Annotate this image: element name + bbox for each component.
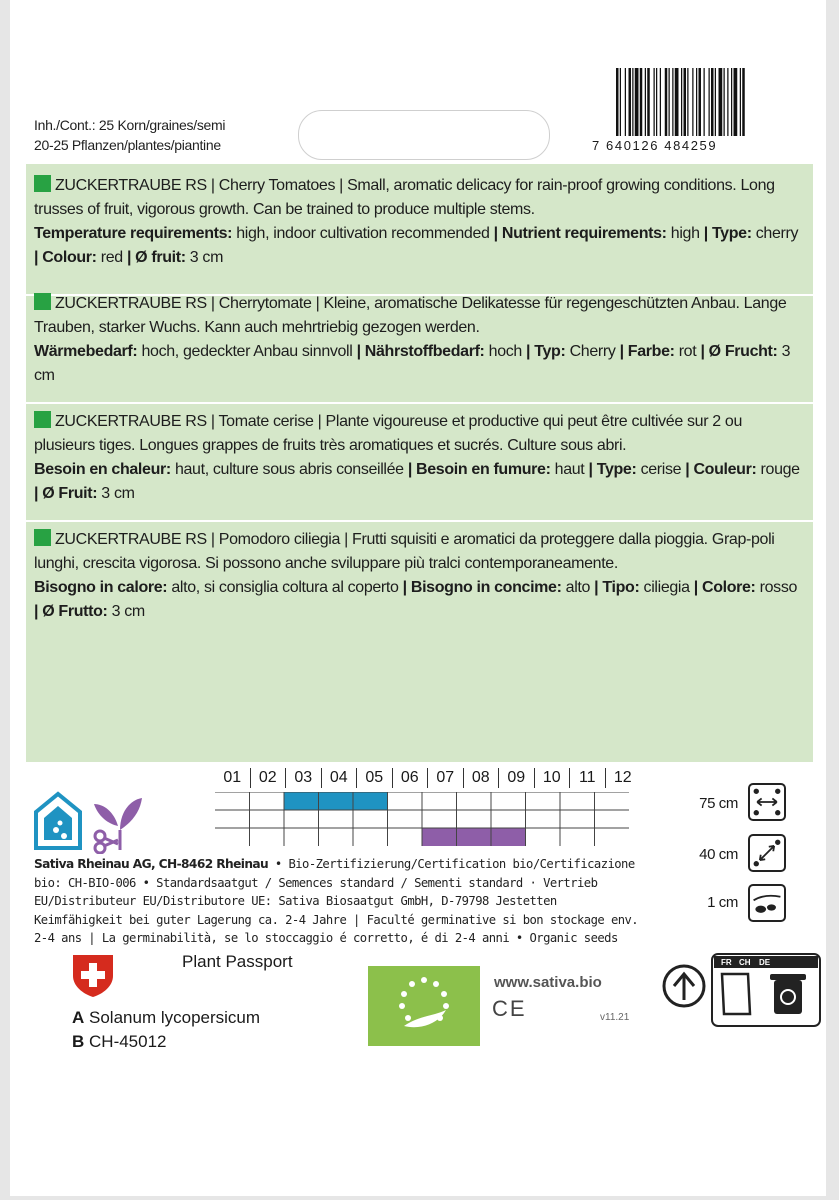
swiss-shield-icon — [70, 952, 116, 998]
recycling-icons — [662, 952, 822, 1032]
month-09: 09 — [498, 768, 534, 788]
detail-label: Besoin en chaleur: — [34, 461, 171, 478]
divider — [26, 520, 813, 522]
eu-organic-leaf-icon — [368, 966, 480, 1046]
month-12: 12 — [605, 768, 641, 788]
triman-icon — [664, 966, 704, 1006]
detail-value: 3 cm — [97, 485, 135, 502]
month-11: 11 — [569, 768, 605, 788]
month-08: 08 — [463, 768, 499, 788]
green-bullet-icon — [34, 175, 51, 192]
detail-value: 3 cm — [185, 249, 224, 266]
section-intro: ZUCKERTRAUBE RS | Cherry Tomatoes | Small, aromatic delicacy for rain-proof growing conditions. Long trusses of fruit, vigorous growth. Can be trained to produce multiple stems. — [34, 177, 775, 218]
section-french — [34, 410, 804, 506]
row-spacing-label: 75 cm — [699, 795, 738, 812]
plant-passport-title: Plant Passport — [182, 952, 293, 971]
month-02: 02 — [250, 768, 286, 788]
detail-value: hoch — [484, 343, 527, 360]
bin-icon — [774, 980, 802, 1014]
detail-value: haut, culture sous abris conseillée — [170, 461, 408, 478]
detail-label: Wärmebedarf: — [34, 343, 138, 360]
detail-label: | Nährstoffbedarf: — [356, 343, 485, 360]
green-bullet-icon — [34, 529, 51, 546]
detail-value: cerise — [636, 461, 686, 478]
description-panel — [26, 164, 813, 762]
section-details — [34, 343, 790, 384]
recycling-info — [662, 952, 822, 1037]
detail-value: hoch, gedeckter Anbau sinnvoll — [137, 343, 357, 360]
company-legal-text: • Bio-Zertifizierung/Certification bio/Certificazione bio: CH-BIO-006 • Standardsaatgut / Semences standard / Sementi standard · Vertrieb EU/Distributeur EU/Distributore UE: Sativa Biosaatgut GmbH, D-79798 Jestetten Keimfähigkeit bei guter Lagerung ca. 2-4 Jahre | Faculté germinative si bon stockage env. 2-4 ans | La germinabilità, se lo stoccaggio é corretto, é di 2-4 anni • Organic seeds — [34, 857, 639, 945]
harvest-scissors-icon — [90, 790, 146, 854]
section-details — [34, 225, 798, 266]
detail-label: | Colour: — [34, 249, 97, 266]
detail-label: | Type: — [588, 461, 637, 478]
sowing-depth-label: 1 cm — [707, 894, 738, 911]
harvest-bar-08 — [457, 828, 492, 846]
harvest-bar-09 — [491, 828, 526, 846]
detail-label: | Couleur: — [685, 461, 757, 478]
detail-value: rot — [674, 343, 701, 360]
version: v11.21 — [600, 1012, 630, 1023]
section-english — [34, 174, 804, 270]
detail-value: Cherry — [565, 343, 620, 360]
sowing-bar-03 — [284, 792, 319, 810]
cultivation-icons — [34, 790, 144, 859]
company-name: Sativa Rheinau AG, CH-8462 Rheinau — [34, 857, 269, 871]
detail-label: | Typ: — [526, 343, 566, 360]
detail-value: high — [666, 225, 704, 242]
detail-value: high, indoor cultivation recommended — [232, 225, 494, 242]
green-bullet-icon — [34, 293, 51, 310]
detail-label: | Ø Frutto: — [34, 603, 108, 620]
detail-value: alto, si consiglia coltura al coperto — [167, 579, 403, 596]
section-intro: ZUCKERTRAUBE RS | Pomodoro ciliegia | Frutti squisiti e aromatici da proteggere dalla pioggia. Grap-poli lunghi, crescita vigorosa. Si possono anche sviluppare più tralci contemporaneamente. — [34, 531, 775, 572]
cultivation-calendar — [215, 768, 640, 788]
detail-label: | Bisogno in concime: — [402, 579, 562, 596]
recycle-de: DE — [759, 958, 771, 967]
section-intro: ZUCKERTRAUBE RS | Tomate cerise | Plante vigoureuse et productive qui peut être cultivée sur 2 ou plusieurs tiges. Longues grappes de fruits très aromatiques et sucrés. Culture sous abri. — [34, 413, 743, 454]
hang-hole — [298, 110, 550, 160]
packet-icon — [722, 974, 750, 1014]
harvest-bar-07 — [422, 828, 457, 846]
detail-value: red — [96, 249, 127, 266]
section-details — [34, 461, 800, 502]
green-bullet-icon — [34, 411, 51, 428]
plant-passport-a: A Solanum lycopersicum — [72, 1008, 261, 1027]
detail-value: ciliegia — [639, 579, 694, 596]
detail-value: rouge — [756, 461, 800, 478]
row-spacing-icon — [748, 783, 786, 821]
content-info-line2: 20-25 Pflanzen/plantes/piantine — [34, 137, 221, 153]
detail-label: | Nutrient requirements: — [493, 225, 667, 242]
plant-passport-b: B CH-45012 — [72, 1032, 167, 1051]
detail-label: | Besoin en fumure: — [407, 461, 551, 478]
section-german — [34, 292, 804, 388]
sowing-bar-05 — [353, 792, 388, 810]
company-info — [34, 855, 644, 948]
detail-label: | Ø Fruit: — [34, 485, 98, 502]
seed-packet-back — [10, 0, 826, 1196]
detail-label: Bisogno in calore: — [34, 579, 168, 596]
barcode-number: 7 640126 484259 — [592, 138, 718, 153]
detail-value: alto — [561, 579, 595, 596]
calendar-months — [215, 768, 640, 788]
detail-value: 3 cm — [34, 343, 791, 384]
detail-label: | Farbe: — [619, 343, 675, 360]
month-03: 03 — [285, 768, 321, 788]
ce-mark: CE — [492, 996, 527, 1021]
calendar-grid — [215, 792, 635, 846]
month-10: 10 — [534, 768, 570, 788]
sowing-depth-icon — [748, 884, 786, 922]
detail-label: Temperature requirements: — [34, 225, 233, 242]
detail-label: | Tipo: — [594, 579, 640, 596]
detail-value: rosso — [755, 579, 798, 596]
detail-label: | Ø Frucht: — [700, 343, 778, 360]
recycle-ch: CH — [739, 958, 751, 967]
detail-value: 3 cm — [107, 603, 145, 620]
detail-label: | Ø fruit: — [126, 249, 186, 266]
month-01: 01 — [223, 769, 242, 786]
divider — [26, 402, 813, 404]
detail-value: cherry — [751, 225, 799, 242]
recycle-fr: FR — [721, 958, 732, 967]
month-04: 04 — [321, 768, 357, 788]
website: www.sativa.bio — [494, 974, 602, 991]
section-italian — [34, 528, 804, 624]
detail-label: | Type: — [703, 225, 752, 242]
month-06: 06 — [392, 768, 428, 788]
plant-spacing-icon — [748, 834, 786, 872]
content-info — [34, 115, 225, 155]
sowing-bar-04 — [319, 792, 354, 810]
section-intro: ZUCKERTRAUBE RS | Cherrytomate | Kleine, aromatische Delikatesse für regengeschützten Anbau. Lange Trauben, starker Wuchs. Kann auch mehrtriebig gezogen werden. — [34, 295, 787, 336]
detail-value: haut — [550, 461, 589, 478]
section-details — [34, 579, 797, 620]
plant-spacing-label: 40 cm — [699, 846, 738, 863]
content-info-line1: Inh./Cont.: 25 Korn/graines/semi — [34, 117, 226, 133]
detail-label: | Colore: — [693, 579, 756, 596]
month-07: 07 — [427, 768, 463, 788]
month-05: 05 — [356, 768, 392, 788]
